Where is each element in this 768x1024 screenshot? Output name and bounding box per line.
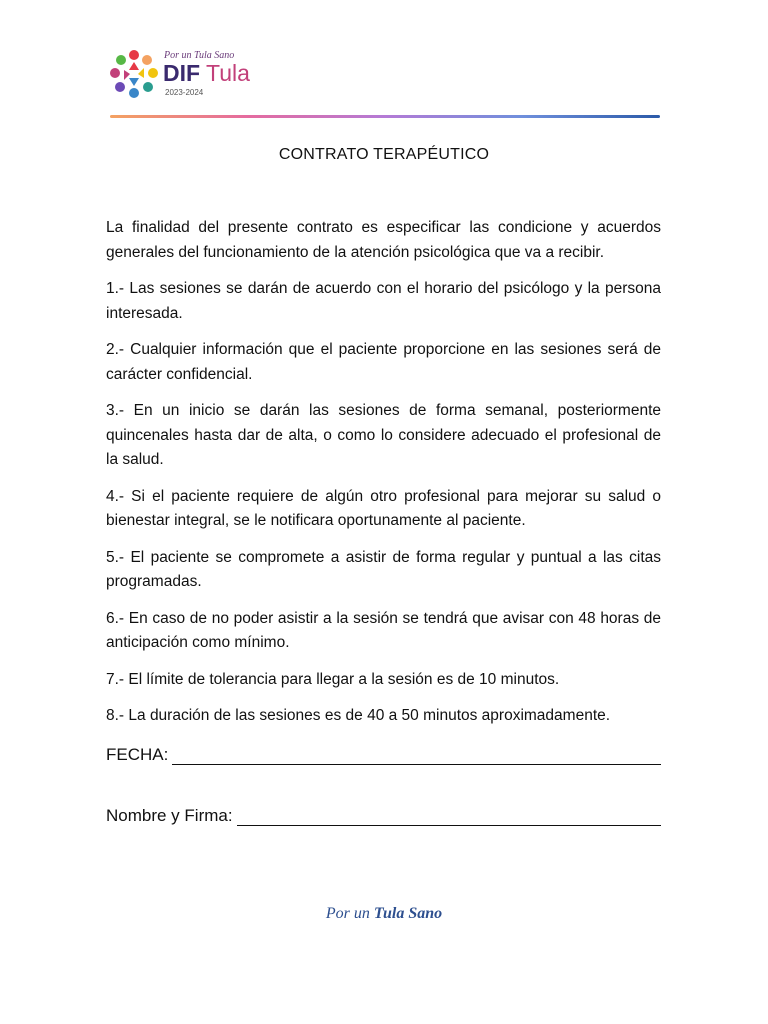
contract-body — [106, 216, 661, 741]
nombre-firma-blank-line[interactable] — [237, 807, 661, 826]
clause-6: 6.- En caso de no poder asistir a la sesión se tendrá que avisar con 48 horas de anticipación como mínimo. — [106, 609, 661, 651]
logo-dif: DIF — [163, 60, 201, 86]
footer-slogan — [0, 905, 768, 923]
logo-tula: Tula — [206, 60, 250, 86]
fecha-blank-line[interactable] — [172, 746, 661, 765]
nombre-firma-label: Nombre y Firma: — [106, 806, 233, 825]
header-divider — [110, 115, 660, 118]
clause-2: 2.- Cualquier información que el paciente proporcione en las sesiones será de carácter confidencial. — [106, 341, 661, 383]
intro-paragraph: La finalidad del presente contrato es especificar las condicione y acuerdos generales del funcionamiento de la atención psicológica que va a recibir. — [106, 219, 661, 261]
fecha-label: FECHA: — [106, 745, 169, 764]
footer-slogan-prefix: Por un — [325, 905, 370, 922]
logo-wordmark — [163, 60, 250, 86]
clause-4: 4.- Si el paciente requiere de algún otro profesional para mejorar su salud o bienestar integral, se le notificara oportunamente al paciente. — [106, 487, 661, 529]
clause-8: 8.- La duración de las sesiones es de 40 a 50 minutos aproximadamente. — [106, 707, 611, 724]
clause-7: 7.- El límite de tolerancia para llegar a la sesión es de 10 minutos. — [106, 670, 560, 688]
clause-3: 3.- En un inicio se darán las sesiones de forma semanal, posteriormente quincenales hasta dar de alta, o como lo considere adecuado el profesional de la salud. — [106, 402, 661, 468]
logo-tagline: Por un Tula Sano — [164, 50, 235, 61]
clause-1: 1.- Las sesiones se darán de acuerdo con el horario del psicólogo y la persona interesada. — [106, 280, 661, 322]
people-circle-logo-icon — [108, 48, 160, 100]
fecha-field — [106, 745, 661, 765]
logo-years: 2023-2024 — [165, 88, 204, 97]
dif-tula-logo — [108, 48, 278, 104]
nombre-firma-field — [106, 806, 661, 826]
clause-5: 5.- El paciente se compromete a asistir de forma regular y puntual a las citas programadas. — [106, 548, 661, 590]
document-title: CONTRATO TERAPÉUTICO — [278, 146, 490, 163]
footer-slogan-bold: Tula Sano — [373, 905, 443, 922]
